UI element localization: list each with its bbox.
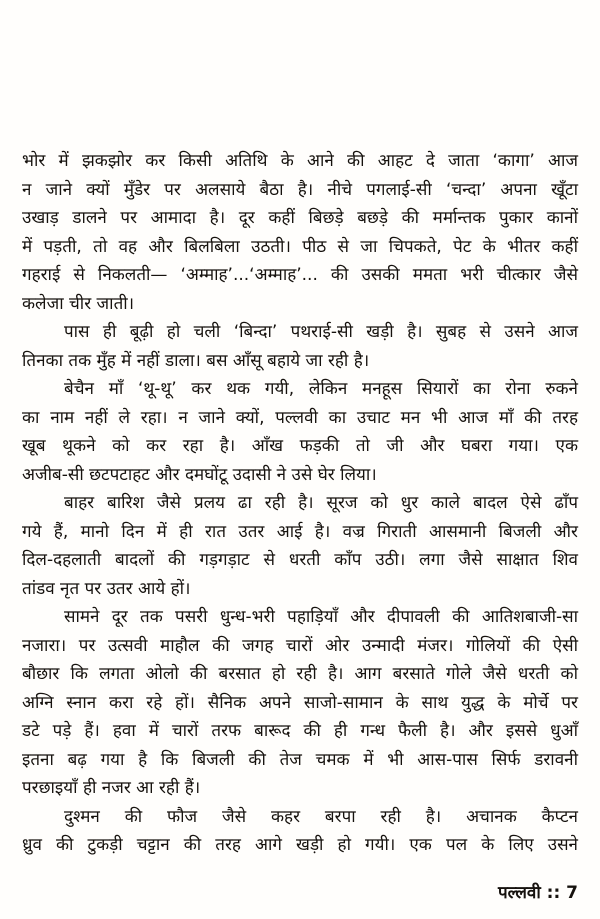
text-line: दिल-दहलाती बादलों की गड़गड़ाट से धरती काँप उठी। लगा जैसे साक्षात शिव xyxy=(22,550,578,570)
text-line: कलेजा चीर जाती। xyxy=(22,293,135,314)
text-line: भोर में झकझोर कर किसी अतिथि के आने की आहट दे जाता ‘कागा’ आज xyxy=(22,151,578,171)
page-text xyxy=(22,147,578,860)
text-line: उखाड़ डालने पर आमादा है। दूर कहीं बिछड़े बछड़े की मर्मान्तक पुकार कानों xyxy=(22,208,578,228)
text-line: तिनका तक मुँह में नहीं डाला। बस आँसू बहाये जा रही है। xyxy=(22,350,370,371)
text-line: अग्नि स्नान करा रहे हों। सैनिक अपने साजो-सामान के साथ युद्ध के मोर्चे पर xyxy=(22,692,578,713)
text-line: सामने दूर तक पसरी धुन्ध-भरी पहाड़ियाँ और दीपावली की आतिशबाजी-सा xyxy=(64,607,578,627)
text-line: बौछार कि लगता ओलो की बरसात हो रही है। आग बरसाते गोले जैसे धरती को xyxy=(22,664,578,684)
text-line: गये हैं, मानो दिन में ही रात उतर आई है। वज्र गिराती आसमानी बिजली और xyxy=(22,521,578,542)
text-line: डटे पड़े हैं। हवा में चारों तरफ बारूद की ही गन्ध फैली है। और इससे धुआँ xyxy=(22,721,578,741)
text-line: तांडव नृत पर उतर आये हों। xyxy=(22,578,191,599)
running-title-page-number: पल्लवी :: 7 xyxy=(498,883,578,903)
text-line: परछाइयाँ ही नजर आ रही हैं। xyxy=(22,778,201,798)
text-line: अजीब-सी छटपटाहट और दमघोंटू उदासी ने उसे घेर लिया। xyxy=(22,464,377,485)
text-line: न जाने क्यों मुँडेर पर अलसाये बैठा है। नीचे पगलाई-सी ‘चन्दा’ अपना खूँटा xyxy=(22,179,578,200)
text-line: खूब थूकने को कर रहा है। आँख फड़की तो जी और घबरा गया। एक xyxy=(22,436,578,456)
text-line: का नाम नहीं ले रहा। न जाने क्यों, पल्लवी का उचाट मन भी आज माँ की तरह xyxy=(22,407,578,428)
text-line: दुश्मन की फौज जैसे कहर बरपा रही है। अचानक कैप्टन xyxy=(64,806,578,827)
text-line: बाहर बारिश जैसे प्रलय ढा रही है। सूरज को धुर काले बादल ऐसे ढाँप xyxy=(64,493,578,513)
text-line: गहराई से निकलती— ‘अम्माह’...‘अम्माह’... की उसकी ममता भरी चीत्कार जैसे xyxy=(22,265,578,285)
text-line: ध्रुव की टुकड़ी चट्टान की तरह आगे खड़ी हो गयी। एक पल के लिए उसने xyxy=(22,835,578,855)
text-line: नजारा। पर उत्सवी माहौल की जगह चारों ओर उन्मादी मंजर। गोलियों की ऐसी xyxy=(22,635,578,656)
text-line: बेचैन माँ ‘थू-थू’ कर थक गयी, लेकिन मनहूस सियारों का रोना रुकने xyxy=(64,379,578,399)
text-line: में पड़ती, तो वह और बिलबिला उठती। पीठ से जा चिपकते, पेट के भीतर कहीं xyxy=(22,236,578,257)
page-footer xyxy=(22,880,578,903)
text-line: पास ही बूढ़ी हो चली ‘बिन्दा’ पथराई-सी खड़ी है। सुबह से उसने आज xyxy=(64,322,578,342)
text-line: इतना बढ़ गया है कि बिजली की तेज चमक में भी आस-पास सिर्फ डरावनी xyxy=(22,749,578,770)
